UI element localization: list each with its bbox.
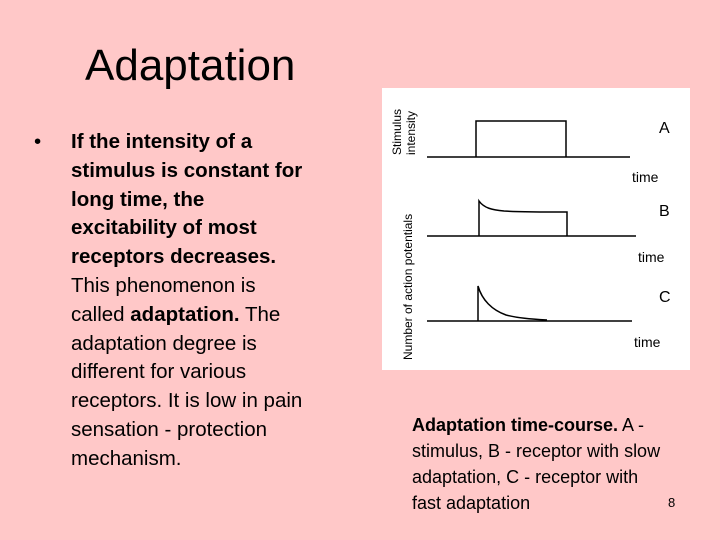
panel-b bbox=[427, 201, 670, 265]
panel-b-response-curve bbox=[479, 201, 567, 236]
axis-label-stimulus-line1: Stimulus bbox=[390, 108, 404, 155]
panel-c bbox=[427, 286, 671, 350]
bullet-marker: • bbox=[34, 130, 42, 153]
bullet-line: This phenomenon is bbox=[71, 273, 256, 297]
caption-line: fast adaptation bbox=[412, 493, 531, 513]
bullet-line: If the intensity of a bbox=[71, 130, 253, 153]
caption-line: stimulus, B - receptor with slow bbox=[412, 441, 661, 461]
figure-caption bbox=[412, 412, 707, 516]
panel-a-letter: A bbox=[659, 120, 670, 137]
bullet-text bbox=[71, 128, 361, 474]
bullet-line: excitability of most bbox=[71, 216, 257, 240]
bullet-text-normal: The bbox=[244, 302, 281, 326]
bullet-text-normal: called bbox=[71, 302, 125, 326]
bullet-term-adaptation: adaptation. bbox=[130, 302, 240, 326]
adaptation-figure bbox=[382, 88, 690, 370]
panel-c-letter: C bbox=[659, 289, 671, 306]
bullet-line: mechanism. bbox=[71, 446, 182, 470]
axis-label-stimulus-line2: intensity bbox=[404, 110, 418, 155]
bullet-line bbox=[71, 301, 361, 330]
panel-b-time-label: time bbox=[638, 249, 665, 265]
adaptation-diagram bbox=[382, 88, 690, 370]
slide-title: Adaptation bbox=[85, 41, 296, 90]
caption-text: A - bbox=[618, 415, 645, 435]
bullet-line: adaptation degree is bbox=[71, 331, 257, 355]
panel-c-response-curve bbox=[478, 286, 547, 321]
caption-title: Adaptation time-course. bbox=[412, 415, 619, 435]
bullet-line: stimulus is constant for bbox=[71, 158, 303, 182]
bullet-line: different for various bbox=[71, 360, 247, 384]
panel-a-time-label: time bbox=[632, 169, 659, 185]
panel-b-letter: B bbox=[659, 203, 670, 220]
caption-line bbox=[412, 412, 707, 438]
panel-a bbox=[427, 120, 670, 185]
bullet-line: receptors decreases. bbox=[71, 245, 277, 269]
caption-line: adaptation, C - receptor with bbox=[412, 467, 639, 487]
bullet-line: sensation - protection bbox=[71, 417, 268, 441]
panel-a-stimulus-step bbox=[476, 121, 566, 157]
panel-c-time-label: time bbox=[634, 334, 661, 350]
bullet-line: long time, the bbox=[71, 187, 205, 211]
axis-label-action-potentials: Number of action potentials bbox=[401, 213, 415, 360]
bullet-line: receptors. It is low in pain bbox=[71, 389, 303, 413]
page-number: 8 bbox=[668, 495, 676, 510]
